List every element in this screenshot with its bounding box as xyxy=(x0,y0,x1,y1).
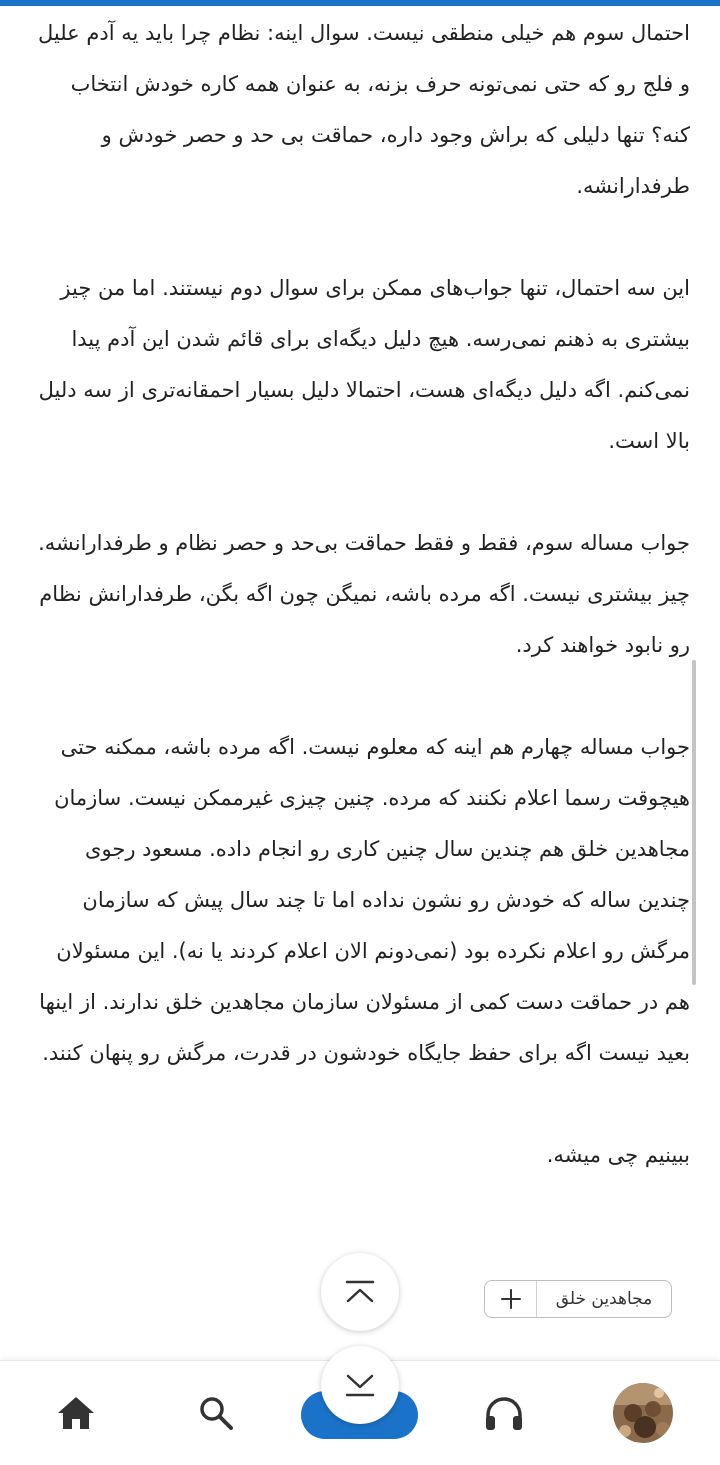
tag-label[interactable]: مجاهدین خلق xyxy=(555,1289,653,1309)
scroll-indicator[interactable] xyxy=(692,660,696,985)
nav-search-button[interactable] xyxy=(186,1383,246,1443)
top-accent-bar xyxy=(0,0,720,6)
search-icon xyxy=(198,1395,234,1431)
scroll-to-top-icon xyxy=(344,1279,376,1305)
tag-add-button[interactable] xyxy=(485,1281,537,1317)
scroll-down-icon xyxy=(344,1372,376,1398)
article-paragraph-4: جواب مساله چهارم هم اینه که معلوم نیست. اگه مرده باشه، ممکنه حتی هیچوقت رسما اعلام نکنند که مرده. چنین چیزی غیرممکن نیست. سازمان مجاهدین خلق هم چندین سال چنین کاری رو انجام داده. مسعود رجوی چندین ساله که خودش رو نشون نداده اما تا چند سال پیش که سازمان مرگش رو اعلام نکرده بود (نمی‌دونم الان اعلام کردند یا نه). این مسئولان هم در حماقت دست کمی از مسئولان سازمان مجاهدین خلق ندارند. از اینها بعید نیست اگه برای حفظ جایگاه خودشون در قدرت، مرگش رو پنهان کنند. xyxy=(39,735,690,1065)
tag-chip[interactable] xyxy=(484,1280,672,1318)
article-paragraph-5: ببینیم چی میشه. xyxy=(546,1143,690,1167)
nav-home-button[interactable] xyxy=(46,1383,106,1443)
headphones-icon xyxy=(484,1395,524,1431)
article-paragraph-1: احتمال سوم هم خیلی منطقی نیست. سوال اینه: نظام چرا باید یه آدم علیل و فلج رو که حتی نمی‌تونه حرف بزنه، به عنوان همه کاره خودش انتخاب کنه؟ تنها دلیلی که براش وجود داره، حماقت بی حد و حصر خودش و طرفدارانشه. xyxy=(37,21,690,198)
article-paragraph-3: جواب مساله سوم، فقط و فقط حماقت بی‌حد و حصر نظام و طرفدارانشه. چیز بیشتری نیست. اگه مرده باشه، نمیگن چون اگه بگن، طرفدارانش نظام رو نابود خواهند کرد. xyxy=(38,531,690,657)
article-body xyxy=(30,8,690,1232)
scroll-down-button[interactable] xyxy=(321,1346,399,1424)
avatar xyxy=(613,1383,673,1443)
nav-audio-button[interactable] xyxy=(474,1383,534,1443)
nav-profile-button[interactable] xyxy=(613,1383,673,1443)
article-paragraph-2: این سه احتمال، تنها جواب‌های ممکن برای سوال دوم نیستند. اما من چیز بیشتری به ذهنم نمی‌رسه. هیچ دلیل دیگه‌ای برای قائم شدن این آدم پیدا نمی‌کنم. اگه دلیل دیگه‌ای هست، احتمالا دلیل بسیار احمقانه‌تری از سه دلیل بالا است. xyxy=(38,276,690,453)
plus-icon xyxy=(501,1289,521,1309)
home-icon xyxy=(56,1395,96,1431)
scroll-to-top-button[interactable] xyxy=(321,1253,399,1331)
